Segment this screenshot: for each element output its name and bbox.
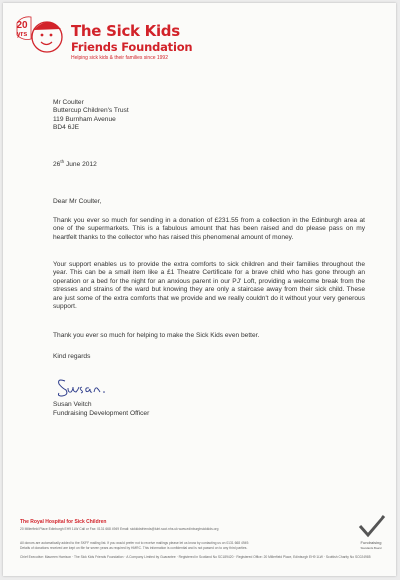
body-paragraph: Thank you ever so much for sending in a donation of £231.55 from a collection in the Edinburgh area at one of the supermarkets. This is a fabulous amount that has been raised and do please pass on my heartfelt thanks to the collector who has raised this phenomenal amount of money. — [53, 217, 365, 241]
date-suffix: th — [60, 159, 65, 164]
letterhead-logo — [13, 13, 253, 63]
handwritten-signature — [53, 374, 113, 400]
fundraising-standards-tick-icon — [357, 513, 387, 539]
letter-date — [53, 161, 365, 169]
fr-label: Fundraising — [360, 540, 382, 545]
recipient-line: Mr Coulter — [53, 99, 84, 106]
sender-name: Susan Veitch — [53, 401, 92, 408]
letter-page — [3, 3, 396, 576]
recipient-line: 119 Burnham Avenue — [53, 115, 116, 123]
footer-organisation: The Royal Hospital for Sick Children — [20, 519, 107, 525]
body-paragraph: Your support enables us to provide the extra comforts to sick children and their families throughout the year. This can be a small item like a £1 Theatre Certificate for a brave child who has gone through an operation or a bed for the night for an anxious parent in our PJ' Loft, providing a welcome break from the stresses and strains of the ward but knowing they are only a staircase away from their sick child. These are just some of the extra comforts that we provide and we really couldn't do it without your very generous support. — [53, 261, 365, 311]
recipient-address — [53, 99, 365, 133]
badge-suffix: yrs — [16, 31, 28, 38]
recipient-line: BD4 6JE — [53, 124, 80, 132]
footer-notice: Details of donations received are kept on file for seven years as required by HMRC. This information is confidential and is not passed on to any third parties. — [20, 545, 248, 550]
body-paragraph: Thank you ever so much for helping to make the Sick Kids even better. — [53, 332, 260, 339]
footer-notice: All donors are automatically added to the SKFF mailing list. If you would prefer not to receive mailings please let us know by contacting us on 0131 668 4949. — [20, 541, 250, 545]
date-rest: June 2012 — [64, 161, 97, 168]
recipient-line: Buttercup Children's Trust — [53, 107, 129, 115]
date-day: 26 — [53, 161, 61, 168]
anniversary-badge — [13, 21, 31, 38]
org-name-line1: The Sick Kids — [71, 22, 180, 40]
badge-number: 20 — [16, 20, 28, 31]
salutation: Dear Mr Coulter, — [53, 198, 102, 205]
fr-sublabel: Standards Board — [360, 545, 382, 550]
org-tagline: Helping sick kids & their families since 1992 — [71, 55, 168, 61]
org-name-line2: Friends Foundation — [71, 40, 193, 54]
closing: Kind regards — [53, 353, 91, 360]
footer-registration: Chief Executive: Maureen Harrison · The Sick Kids Friends Foundation · A Company Limited by Guarantee · Registered in Scotland No SC189420 · Registered Office: 20 Millerfield Place, Edinburgh EH9 1LW · Scottish Charity No SC024985 — [20, 554, 371, 559]
footer-contact: 20 Millerfield Place Edinburgh EH9 1LW Call or Fax: 0131 668 4949 Email: sickkidsfriends@luht.scot.nhs.uk www.edinburghsickkids.org — [20, 527, 219, 531]
sender-title: Fundraising Development Officer — [53, 409, 150, 417]
